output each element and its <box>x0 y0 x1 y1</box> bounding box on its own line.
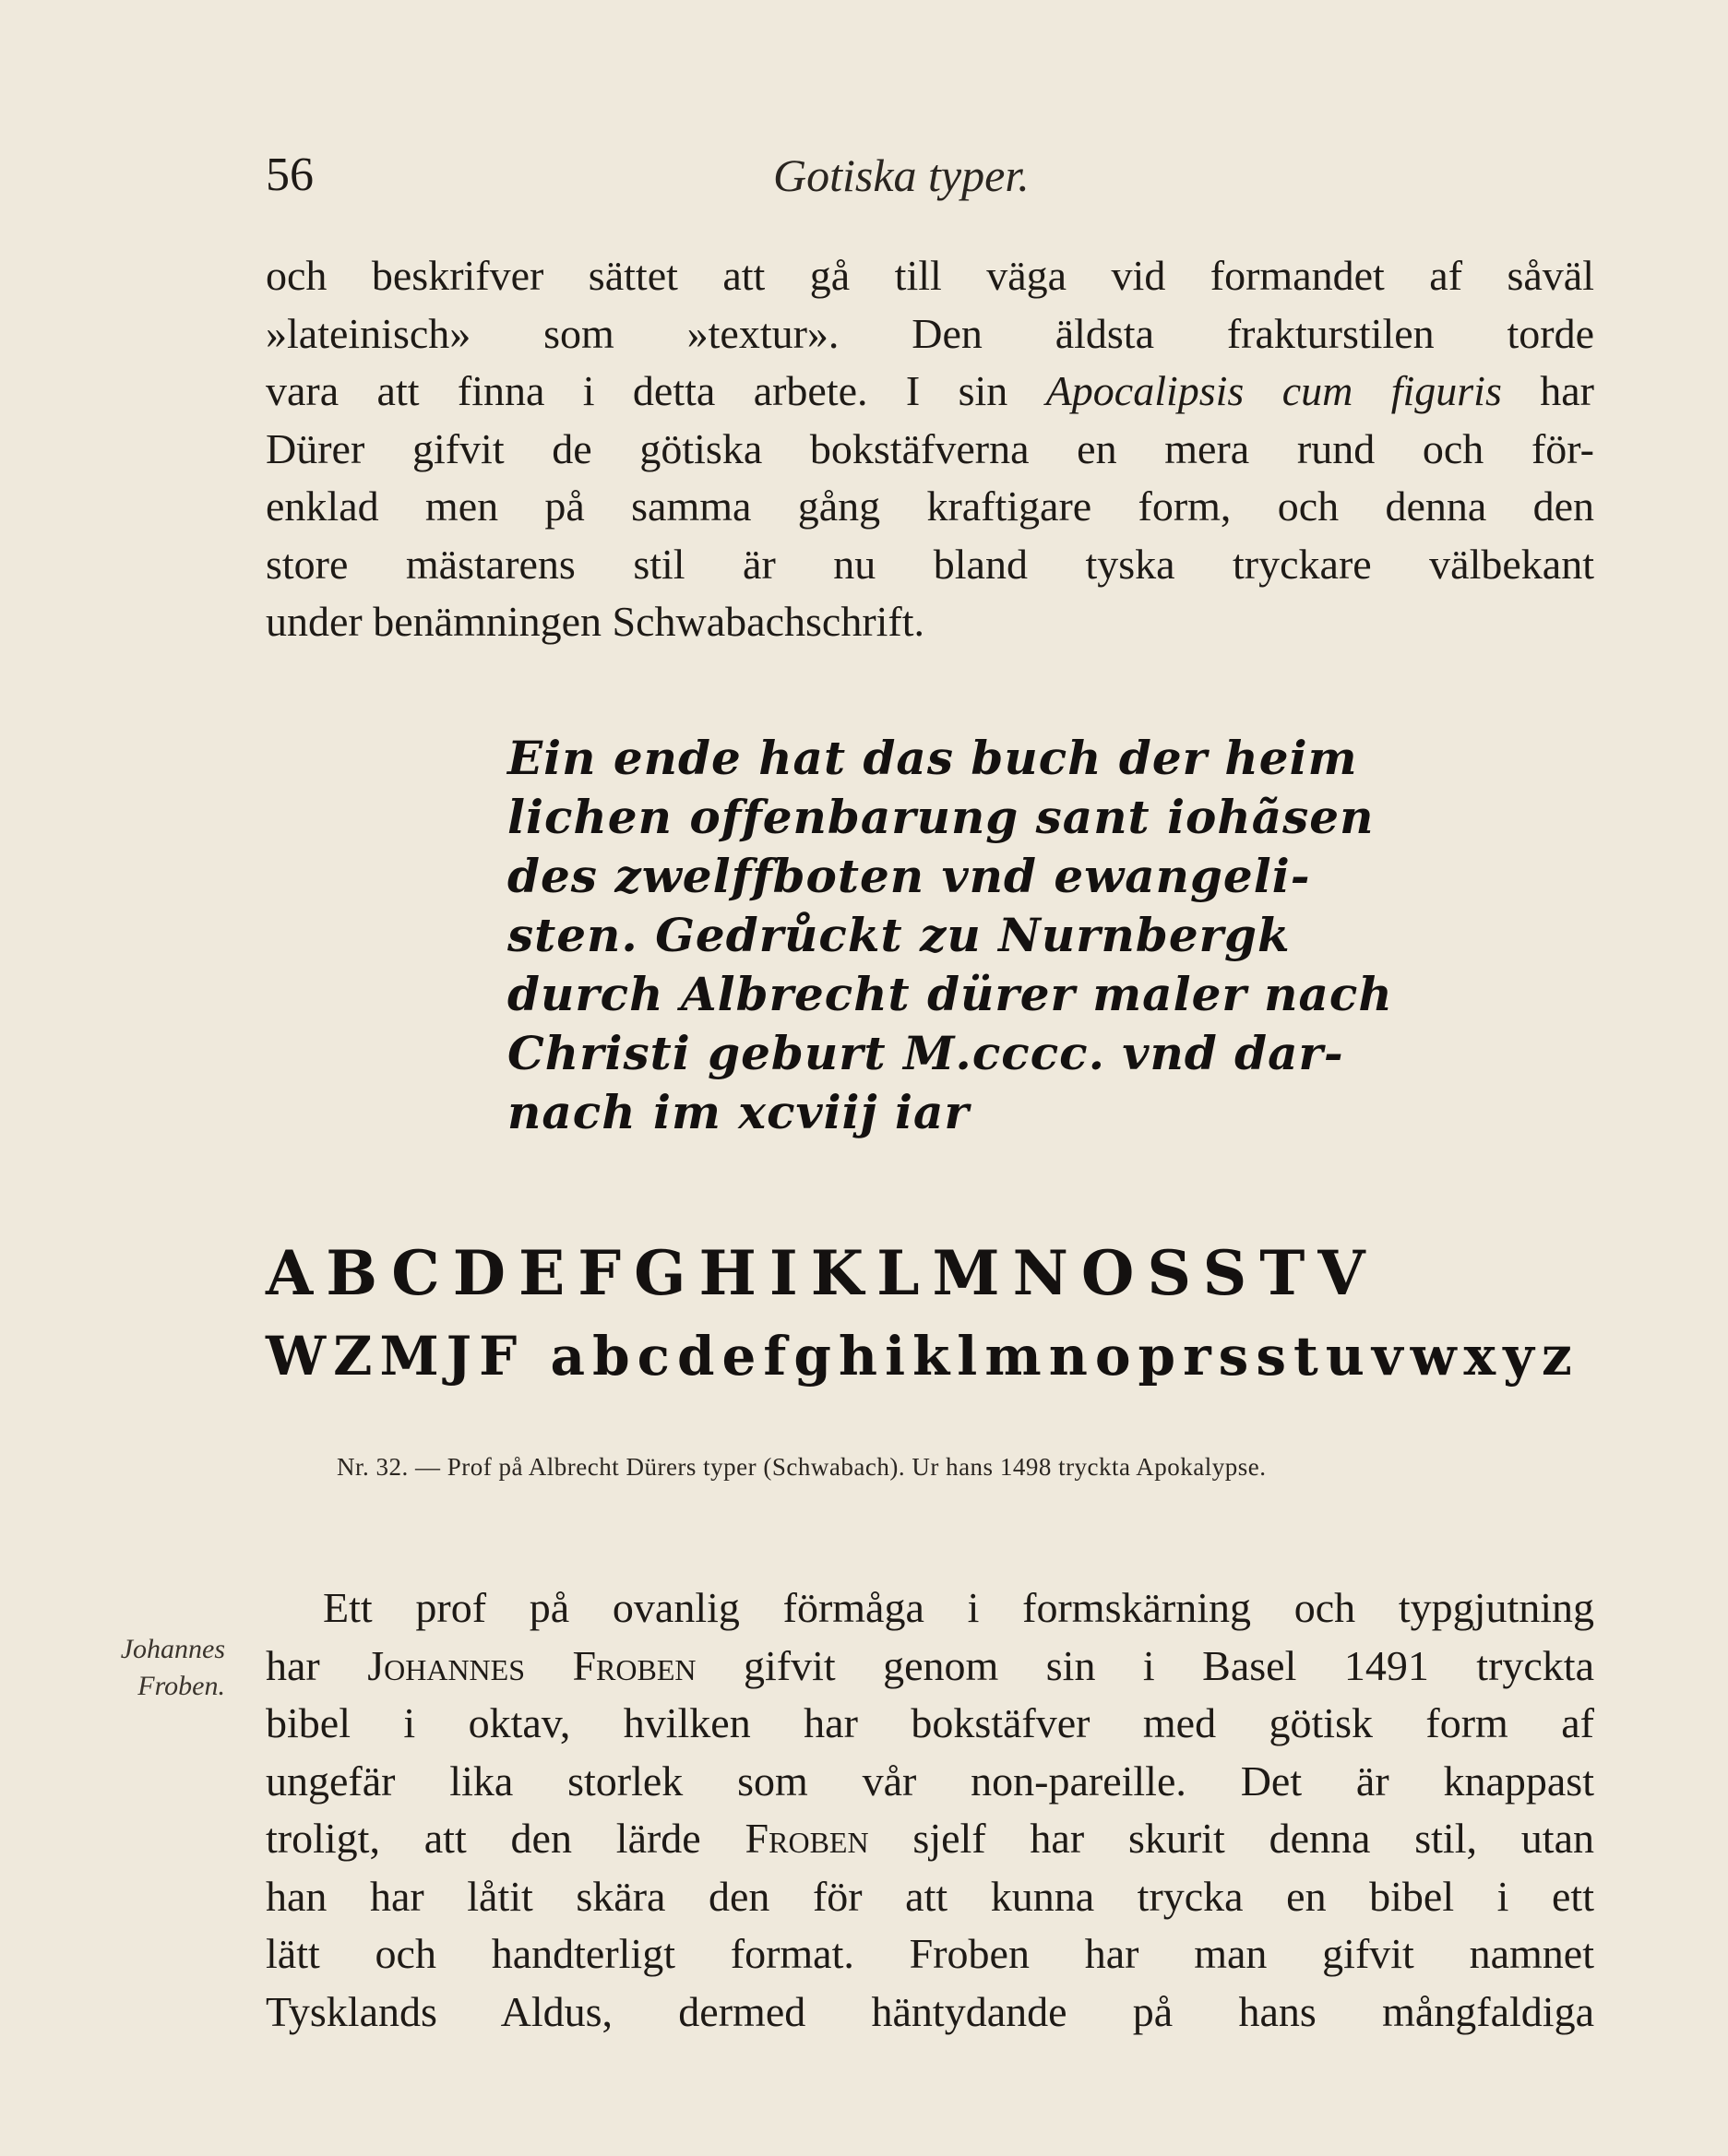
text-line: Ett prof på ovanlig förmåga i formskärning och typgjutning <box>323 1584 1594 1631</box>
marginal-note-line: Johannes <box>120 1634 225 1664</box>
specimen-alphabet-lower: WZMJF abcdefghiklmnoprsstuvwxyz <box>266 1325 1579 1388</box>
text-line <box>266 363 1594 421</box>
marginal-note-line: Froben. <box>137 1671 225 1701</box>
specimen-line: Christi geburt M.cccc. vnd dar- <box>507 1026 1344 1080</box>
specimen-line: Ein ende hat das buch der heim <box>507 731 1358 785</box>
paragraph-froben <box>266 1579 1594 2041</box>
specimen-line: nach im xcviij iar <box>507 1085 970 1139</box>
text-line: under benämningen Schwabachschrift. <box>266 598 925 645</box>
text-segment: troligt, att den lärde <box>266 1815 701 1862</box>
specimen-line: lichen offenbarung sant iohãsen <box>507 790 1375 844</box>
text-line: bibel i oktav, hvilken har bokstäfver med götisk form af <box>266 1699 1594 1746</box>
specimen-alphabet-upper: ABCDEFGHIKLMNOSSTV <box>266 1237 1378 1309</box>
text-segment: sjelf har skurit denna stil, utan <box>912 1815 1594 1862</box>
text-line <box>266 1638 1594 1696</box>
text-line: och beskrifver sättet att gå till väga vid formandet af såväl <box>266 252 1594 299</box>
specimen-line: des zwelffboten vnd ewangeli- <box>507 849 1311 903</box>
person-name-small-caps: Johannes Froben <box>367 1641 697 1689</box>
page-number: 56 <box>266 149 314 201</box>
book-title-italic: Apocalipsis cum figuris <box>1045 367 1502 414</box>
text-line: ungefär lika storlek som vår non-pareille. Det är knappast <box>266 1757 1594 1805</box>
text-segment: har <box>266 1641 320 1689</box>
text-line: Tysklands Aldus, dermed häntydande på hans mångfaldiga <box>266 1987 1594 2035</box>
running-head <box>266 148 1594 203</box>
text-line: han har låtit skära den för att kunna trycka en bibel i ett <box>266 1872 1594 1920</box>
figure-caption: Nr. 32. — Prof på Albrecht Dürers typer (Schwabach). Ur hans 1498 tryckta Apokalypse. <box>337 1453 1267 1481</box>
schwabach-type-specimen <box>507 729 1430 1142</box>
person-name-small-caps: Froben <box>745 1815 869 1862</box>
text-line: store mästarens stil är nu bland tyska tryckare välbekant <box>266 540 1594 588</box>
text-segment: gifvit genom sin i Basel 1491 tryckta <box>743 1641 1595 1689</box>
text-line: enklad men på samma gång kraftigare form, och denna den <box>266 482 1594 530</box>
specimen-line: sten. Gedrůckt zu Nurnbergk <box>507 908 1291 962</box>
text-segment: har <box>1540 367 1594 414</box>
text-line: lätt och handterligt format. Froben har man gifvit namnet <box>266 1930 1594 1977</box>
specimen-line: durch Albrecht dürer maler nach <box>507 967 1393 1021</box>
text-line: »lateinisch» som »textur». Den äldsta frakturstilen torde <box>266 309 1594 357</box>
marginal-note <box>68 1631 225 1705</box>
text-line <box>266 1810 1594 1868</box>
paragraph-dürer <box>266 247 1594 651</box>
text-line: Dürer gifvit de götiska bokstäfverna en mera rund och för- <box>266 424 1594 472</box>
running-title: Gotiska typer. <box>773 149 1030 201</box>
text-segment: vara att finna i detta arbete. I sin <box>266 367 1008 414</box>
